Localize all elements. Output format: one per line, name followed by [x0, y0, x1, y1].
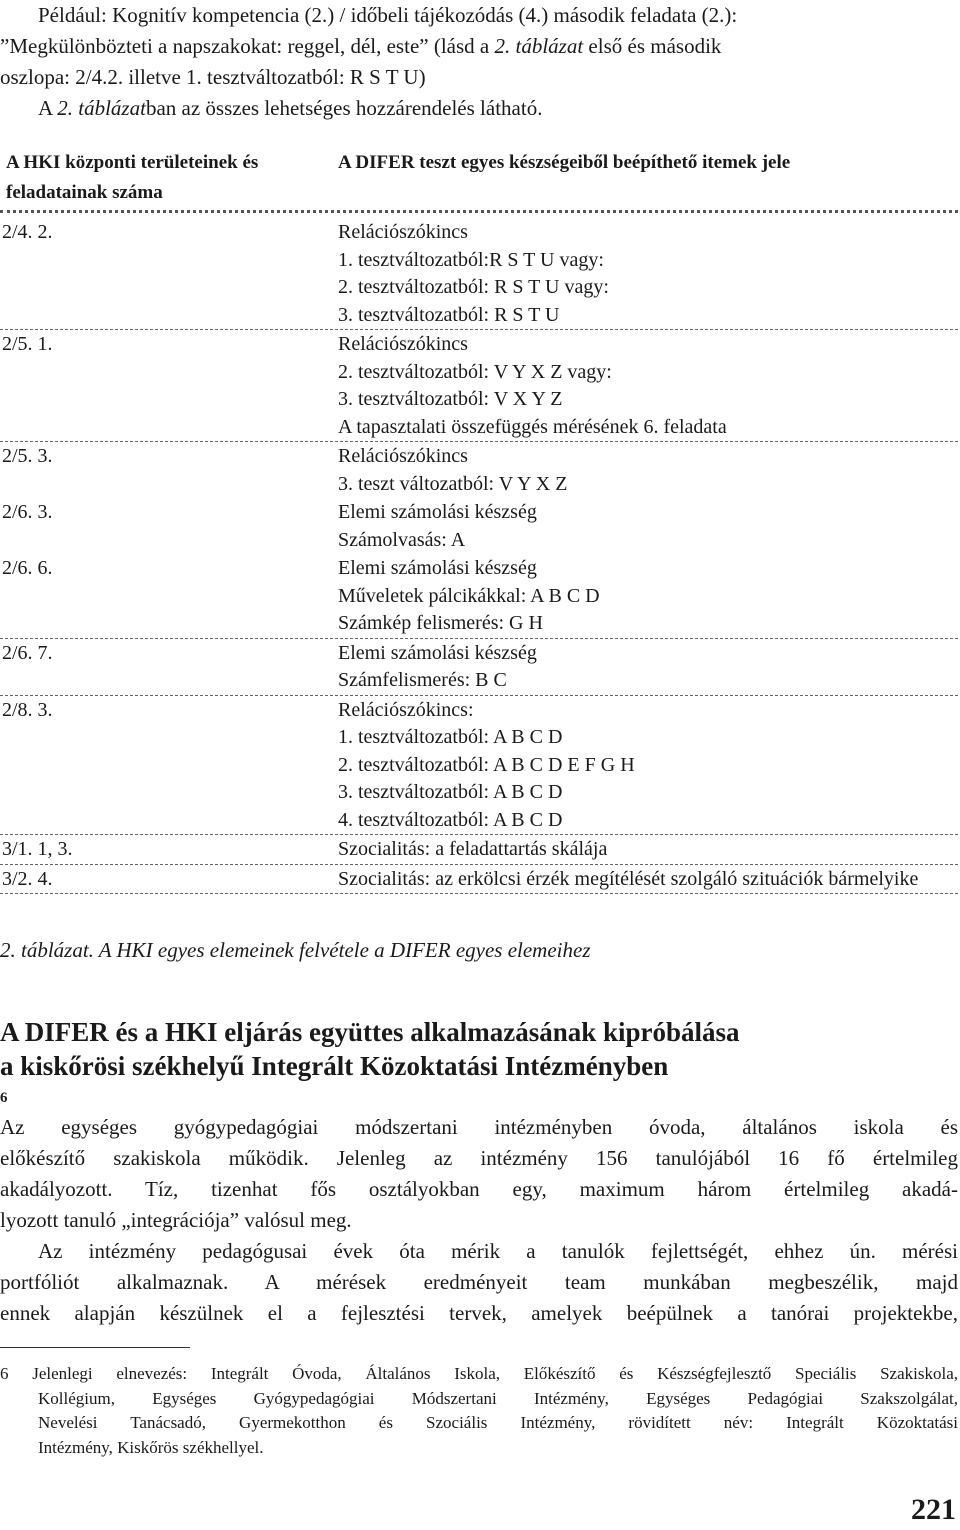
header-difer-items: A DIFER teszt egyes készségeiből beépíthető itemek jele: [338, 152, 791, 173]
table-row: [0, 835, 958, 865]
row-items: Szocialitás: az erkölcsi érzék megítélését szolgáló szituációk bármelyike: [338, 867, 919, 890]
row-code: 2/6. 3.: [2, 501, 53, 523]
intro-line: ”Megkülönbözteti a napszakokat: reggel, dél, este” (lásd a 2. táblázat első és második: [0, 34, 722, 58]
row-items: Relációszókincs 3. teszt változatból: V Y X Z: [338, 445, 568, 495]
heading-line: A DIFER és a HKI eljárás együttes alkalmazásának kipróbálása: [0, 1017, 740, 1047]
row-code: 2/8. 3.: [2, 698, 53, 721]
intro-line: oszlopa: 2/4.2. illetve 1. tesztváltozatból: R S T U): [0, 65, 426, 89]
row-code: 2/6. 7.: [2, 641, 53, 664]
row-items: Relációszókincs: 1. tesztváltozatból: A B C D 2. tesztváltozatból: A B C D E F G H 3. tesztváltozatból: A B C D 4. tesztváltozatból: A B C D: [338, 698, 635, 831]
row-code: 2/6. 6.: [2, 557, 53, 579]
table-caption: 2. táblázat. A HKI egyes elemeinek felvétele a DIFER egyes elemeihez: [0, 938, 591, 962]
row-items: Relációszókincs 1. tesztváltozatból:R S T U vagy: 2. tesztváltozatból: R S T U vagy: 3. tesztváltozatból: R S T U: [338, 221, 609, 326]
header-hki-areas: A HKI központi területeinek és feladatainak száma: [6, 152, 259, 203]
intro-line: Például: Kognitív kompetencia (2.) / időbeli tájékozódás (4.) második feladata (2.):: [38, 3, 738, 27]
intro-line: A 2. táblázatban az összes lehetséges hozzárendelés látható.: [38, 96, 543, 120]
footnote-marker: 6: [0, 1090, 8, 1106]
row-items: Elemi számolási készség Műveletek pálcikákkal: A B C D Számkép felismerés: G H: [338, 557, 600, 634]
paragraph: Az egységes gyógypedagógiai módszertani intézményben óvoda, általános iskola és előkészítő szakiskola működik. Jelenleg az intézmény 156 tanulójából 16 fő értelmileg akadályozott. Tíz, tizenhat fős osztályokban egy, maximum három értelmileg akadá- lyozott tanuló „integrációja” valósul meg.: [0, 1115, 958, 1232]
table-reference: 2. táblázat: [494, 34, 584, 58]
table-row: [0, 330, 958, 442]
table-row: [0, 865, 958, 895]
table-row: [0, 554, 958, 639]
table-row: [0, 639, 958, 696]
table-row: [0, 498, 958, 554]
footnote: 6 Jelenlegi elnevezés: Integrált Óvoda, Általános Iskola, Előkészítő és Készségfejlesztő Speciális Szakiskola, Kollégium, Egységes Gyógypedagógiai Módszertani Intézmény, Egységes Pedagógiai Szakszolgálat, Nevelési Tanácsadó, Gyermekotthon és Szociális Intézmény, rövidített név: Integrált Közoktatási Intézmény, Kiskőrös székhellyel.: [0, 1364, 958, 1457]
section-heading: [0, 1015, 958, 1117]
table-row: [0, 696, 958, 836]
row-code: 2/5. 3.: [2, 445, 53, 467]
row-code: 2/5. 1.: [2, 333, 53, 355]
table-header: [0, 148, 958, 212]
body-text: [0, 1112, 958, 1329]
row-code: 3/2. 4.: [2, 867, 53, 890]
table-row: [0, 218, 958, 330]
footnote-divider: [0, 1347, 190, 1348]
table-body: [0, 218, 958, 894]
row-items: Elemi számolási készség Számfelismerés: B C: [338, 641, 537, 691]
intro-paragraph: [0, 0, 958, 124]
heading-line: a kiskőrösi székhelyű Integrált Közoktatási Intézményben $^6$: [0, 1051, 669, 1106]
paragraph: Az intézmény pedagógusai évek óta mérik a tanulók fejlettségét, ehhez ún. mérési portfóliót alkalmaznak. A mérések eredményeit team munkában megbeszélik, majd ennek alapján készülnek el a fejlesztési tervek, amelyek beépülnek a tanórai projektekbe,: [0, 1239, 958, 1325]
row-items: Elemi számolási készség Számolvasás: A: [338, 501, 537, 551]
table-reference: 2. táblázat: [57, 96, 146, 120]
row-code: 3/1. 1, 3.: [2, 838, 73, 860]
mapping-table: [0, 148, 958, 890]
row-code: 2/4. 2.: [2, 221, 53, 243]
table-row: [0, 442, 958, 498]
row-items: Relációszókincs 2. tesztváltozatból: V Y X Z vagy: 3. tesztváltozatból: V X Y Z A tapasztalati összefüggés mérésének 6. feladata: [338, 333, 727, 438]
header-divider: [0, 210, 958, 213]
page-number: 221: [911, 1493, 956, 1526]
row-items: Szocialitás: a feladattartás skálája: [338, 838, 608, 860]
